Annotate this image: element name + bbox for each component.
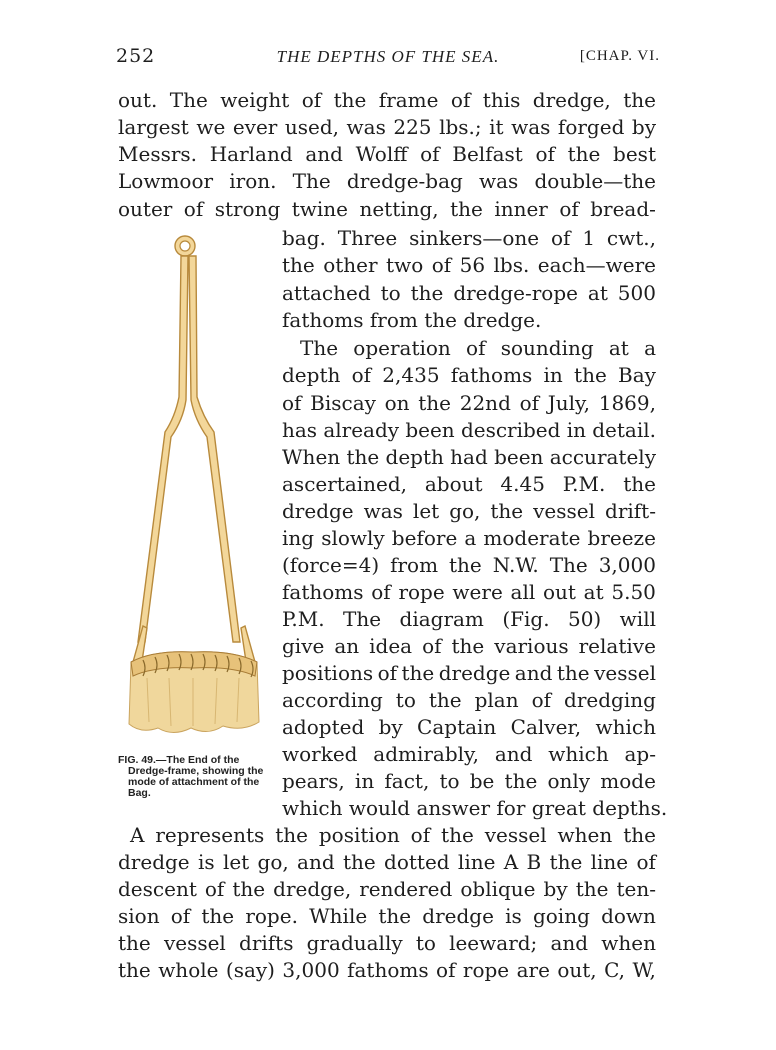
word: will — [619, 607, 656, 631]
word: the — [410, 281, 444, 305]
word: the — [549, 850, 583, 874]
word: best — [613, 142, 656, 166]
word: of — [636, 850, 656, 874]
word: when — [601, 931, 656, 955]
word: had — [450, 445, 488, 469]
text-line — [282, 307, 656, 333]
word: B — [526, 850, 542, 874]
word: the — [342, 850, 376, 874]
word: July, — [547, 391, 591, 415]
word: double—the — [534, 169, 656, 193]
word: the — [449, 553, 482, 577]
word: described — [460, 418, 561, 442]
word: the — [490, 499, 524, 523]
word: a — [464, 526, 477, 550]
word: when — [557, 823, 613, 847]
word: diagram — [399, 607, 484, 631]
word: admirably, — [373, 742, 480, 766]
word: 50) — [567, 607, 602, 631]
dredge-frame — [133, 236, 255, 668]
text-line — [282, 390, 656, 416]
word: is — [197, 850, 215, 874]
word: of — [282, 391, 302, 415]
word: adopted — [282, 715, 365, 739]
word: in — [566, 418, 586, 442]
word: which — [282, 796, 343, 820]
text-line — [118, 876, 656, 902]
word: sion — [118, 904, 160, 928]
word: rope — [462, 958, 510, 982]
word: of — [410, 823, 431, 847]
word: the — [623, 472, 656, 496]
word: was — [479, 169, 519, 193]
word: dredge-rope — [453, 281, 578, 305]
word: from — [390, 553, 439, 577]
word: 3,000 — [598, 553, 656, 577]
word: frame — [378, 88, 439, 112]
word: forged — [557, 115, 625, 139]
word: represents — [155, 823, 265, 847]
word: which — [548, 742, 609, 766]
word: vessel — [594, 661, 656, 685]
word: of — [170, 904, 191, 928]
page-header — [116, 45, 660, 75]
word: of — [519, 391, 540, 415]
word: of — [466, 336, 486, 360]
word: only — [547, 769, 591, 793]
word: to — [415, 931, 436, 955]
word: been — [405, 418, 455, 442]
word: the — [574, 363, 607, 387]
word: 22nd — [459, 391, 511, 415]
text-line — [282, 362, 656, 388]
word: of — [559, 197, 579, 221]
word: Messrs. — [118, 142, 198, 166]
word: has — [282, 418, 318, 442]
word: go, — [449, 499, 481, 523]
text-line — [282, 660, 656, 686]
running-title: THE DEPTHS OF THE SEA. — [276, 47, 500, 66]
word: to — [395, 688, 416, 712]
word: 1869, — [598, 391, 656, 415]
word: plan — [474, 688, 519, 712]
word: out. — [118, 88, 158, 112]
text-line — [118, 930, 656, 956]
word: moderate — [483, 526, 581, 550]
word: dredge — [422, 904, 494, 928]
word: give — [282, 634, 325, 658]
word: slowly — [321, 526, 385, 550]
text-line — [282, 552, 656, 578]
word: Bay — [618, 363, 656, 387]
word: When — [282, 445, 341, 469]
word: ap- — [624, 742, 656, 766]
word: N.W. — [492, 553, 539, 577]
word: an — [334, 634, 360, 658]
word: from — [363, 308, 418, 332]
word: Biscay — [310, 391, 376, 415]
word: dredge — [282, 499, 354, 523]
word: the — [623, 88, 656, 112]
word: the — [346, 445, 380, 469]
word: a — [644, 336, 656, 360]
word: idea — [369, 634, 413, 658]
word: and — [550, 931, 589, 955]
word: strong — [214, 197, 281, 221]
word: by — [378, 715, 403, 739]
word: the — [428, 688, 462, 712]
word: position — [318, 823, 400, 847]
word: rope — [398, 580, 445, 604]
word: C, — [604, 958, 626, 982]
word: by — [543, 877, 568, 901]
word: to — [439, 769, 460, 793]
word: dredging — [564, 688, 656, 712]
word: bread- — [590, 197, 656, 221]
word: of — [351, 363, 372, 387]
word: accurately — [549, 445, 656, 469]
word: the — [451, 634, 485, 658]
word: rendered — [359, 877, 453, 901]
word: (Fig. — [502, 607, 550, 631]
text-line — [130, 822, 656, 848]
word: vessel — [484, 823, 547, 847]
text-line — [118, 903, 656, 929]
word: be — [469, 769, 495, 793]
word: depths. — [585, 796, 668, 820]
text-line — [282, 471, 656, 497]
word: the — [333, 88, 367, 112]
word: bag. — [282, 226, 326, 250]
word: of — [535, 142, 555, 166]
word: Lowmoor — [118, 169, 214, 193]
text-line — [282, 498, 656, 524]
word: the — [232, 877, 266, 901]
word: The — [292, 169, 331, 193]
word: the — [504, 769, 538, 793]
word: the — [118, 958, 151, 982]
word: out, — [557, 958, 597, 982]
word: was — [511, 115, 551, 139]
word: already — [323, 418, 400, 442]
text-line — [282, 741, 656, 767]
word: let — [222, 850, 250, 874]
word: 56 — [459, 253, 486, 277]
word: relative — [578, 634, 656, 658]
word: (say) — [225, 958, 275, 982]
word: the — [567, 142, 601, 166]
word: drift- — [605, 499, 656, 523]
text-line — [282, 606, 656, 632]
word: The — [343, 607, 382, 631]
text-line — [282, 633, 656, 659]
word: P.M. — [562, 472, 606, 496]
word: before — [391, 526, 458, 550]
word: pears, — [282, 769, 345, 793]
word: ten- — [616, 877, 656, 901]
word: fathoms — [450, 363, 533, 387]
word: is — [505, 904, 522, 928]
text-line — [118, 168, 656, 194]
word: each—were — [537, 253, 656, 277]
word: of — [301, 88, 322, 112]
word: The — [300, 336, 339, 360]
word: the — [401, 661, 435, 685]
word: W, — [632, 958, 656, 982]
dredge-bag — [129, 652, 259, 733]
word: drifts — [239, 931, 294, 955]
word: sinkers—one — [409, 226, 540, 250]
word: inner — [494, 197, 548, 221]
text-line — [282, 687, 656, 713]
word: the — [275, 823, 308, 847]
word: been — [494, 445, 544, 469]
word: P.M. — [282, 607, 325, 631]
word: the — [417, 308, 457, 332]
word: were — [452, 580, 503, 604]
word: great — [525, 796, 586, 820]
word: Wolff — [355, 142, 408, 166]
word: of — [371, 580, 391, 604]
page-number: 252 — [116, 45, 156, 67]
word: at — [583, 580, 604, 604]
word: dredge-bag — [346, 169, 463, 193]
word: of — [431, 253, 452, 277]
word: out — [542, 580, 576, 604]
word: of — [531, 688, 552, 712]
word: 3,000 — [282, 958, 340, 982]
word: to — [380, 281, 401, 305]
word: dredge — [118, 850, 190, 874]
figure-caption-rest: Dredge-frame, showing the mode of attachment of the Bag. — [128, 765, 264, 799]
text-line — [118, 196, 656, 222]
word: down — [601, 904, 656, 928]
word: on — [384, 391, 410, 415]
word: 225 — [393, 115, 432, 139]
word: ascertained, — [282, 472, 408, 496]
word: this — [482, 88, 521, 112]
word: for — [490, 796, 526, 820]
word: which — [595, 715, 656, 739]
word: we — [196, 115, 226, 139]
word: weight — [220, 88, 290, 112]
word: the — [118, 931, 151, 955]
word: of — [183, 197, 204, 221]
word: outer — [118, 197, 173, 221]
dredge-frame-figure — [113, 232, 273, 752]
word: attached — [282, 281, 371, 305]
word: leeward; — [449, 931, 538, 955]
word: the — [575, 877, 609, 901]
word: vessel — [533, 499, 596, 523]
figure-caption-line1: FIG. 49.—The End of the — [118, 754, 240, 766]
word: cwt., — [606, 226, 656, 250]
word: going — [532, 904, 590, 928]
word: are — [516, 958, 550, 982]
word: of — [450, 88, 471, 112]
word: 4.45 — [500, 472, 545, 496]
word: largest — [118, 115, 189, 139]
word: the — [556, 661, 590, 685]
text-line — [118, 114, 656, 140]
word: in — [354, 769, 375, 793]
text-line — [118, 141, 656, 167]
word: operation — [353, 336, 451, 360]
word: go, — [257, 850, 289, 874]
text-line — [282, 252, 656, 278]
word: 500 — [617, 281, 656, 305]
frame-right-arm — [189, 256, 240, 642]
word: Three — [337, 226, 398, 250]
word: oblique — [460, 877, 536, 901]
word: let — [412, 499, 440, 523]
word: Calver, — [510, 715, 582, 739]
word: the — [441, 823, 474, 847]
word: was — [363, 499, 403, 523]
word: line — [590, 850, 629, 874]
text-line — [118, 87, 656, 113]
word: lbs. — [493, 253, 530, 277]
word: The — [169, 88, 208, 112]
word: Belfast — [452, 142, 523, 166]
word: by — [631, 115, 656, 139]
word: whole — [158, 958, 219, 982]
word: A — [130, 823, 145, 847]
word: 5.50 — [611, 580, 656, 604]
word: lbs.; — [439, 115, 482, 139]
word: other — [323, 253, 378, 277]
word: While — [309, 904, 368, 928]
word: and — [297, 850, 335, 874]
word: about — [424, 472, 483, 496]
text-line — [282, 579, 656, 605]
word: worked — [282, 742, 358, 766]
word: of — [422, 634, 442, 658]
word: ing — [282, 526, 315, 550]
word: line — [457, 850, 496, 874]
word: dredge — [438, 661, 511, 685]
word: iron. — [229, 169, 277, 193]
word: at — [608, 336, 629, 360]
word: and — [494, 742, 533, 766]
word: various — [494, 634, 569, 658]
text-line — [282, 444, 656, 470]
word: Captain — [417, 715, 497, 739]
word: 1 — [582, 226, 596, 250]
word: fathoms — [282, 308, 364, 332]
text-line — [282, 795, 668, 821]
text-line — [282, 714, 656, 740]
word: all — [510, 580, 536, 604]
word: The — [549, 553, 588, 577]
word: two — [386, 253, 424, 277]
word: depth — [385, 445, 444, 469]
word: Harland — [209, 142, 293, 166]
word: and — [514, 661, 553, 685]
word: the — [623, 823, 656, 847]
word: dredge. — [456, 308, 542, 332]
text-line — [282, 280, 656, 306]
word: depth — [282, 363, 341, 387]
word: ever — [232, 115, 278, 139]
word: dredge, — [273, 877, 352, 901]
word: fact, — [384, 769, 430, 793]
text-line — [282, 417, 656, 443]
word: the — [282, 253, 315, 277]
word: positions — [282, 661, 374, 685]
word: twine — [291, 197, 348, 221]
word: rope. — [245, 904, 298, 928]
word: A — [503, 850, 519, 874]
word: descent — [118, 877, 197, 901]
word: and — [305, 142, 343, 166]
word: of — [436, 958, 456, 982]
figure-caption — [118, 755, 268, 799]
word: of — [420, 142, 440, 166]
word: the — [201, 904, 235, 928]
chapter-label: [CHAP. VI. — [579, 48, 660, 64]
word: (force=4) — [282, 553, 380, 577]
word: vessel — [163, 931, 226, 955]
word: the — [450, 197, 483, 221]
word: in — [543, 363, 563, 387]
word: the — [418, 391, 452, 415]
word: it — [489, 115, 504, 139]
text-line — [282, 525, 656, 551]
word: of — [204, 877, 225, 901]
word: at — [587, 281, 608, 305]
word: fathoms — [347, 958, 429, 982]
word: answer — [410, 796, 491, 820]
word: dotted — [384, 850, 450, 874]
word: mode — [600, 769, 656, 793]
word: was — [346, 115, 386, 139]
word: 2,435 — [382, 363, 440, 387]
text-line — [282, 225, 656, 251]
word: breeze — [587, 526, 656, 550]
dredge-frame-illustration — [113, 232, 273, 752]
text-line — [118, 957, 656, 983]
text-line — [300, 335, 656, 361]
word: of — [377, 661, 398, 685]
word: sounding — [500, 336, 594, 360]
word: used, — [284, 115, 340, 139]
text-line — [282, 768, 656, 794]
word: detail. — [592, 418, 656, 442]
word: the — [378, 904, 412, 928]
frame-left-arm — [138, 256, 188, 642]
word: of — [551, 226, 571, 250]
word: netting, — [359, 197, 439, 221]
word: according — [282, 688, 383, 712]
word: dredge, — [532, 88, 611, 112]
word: fathoms — [282, 580, 364, 604]
text-line — [118, 849, 656, 875]
word: would — [342, 796, 411, 820]
word: gradually — [306, 931, 403, 955]
